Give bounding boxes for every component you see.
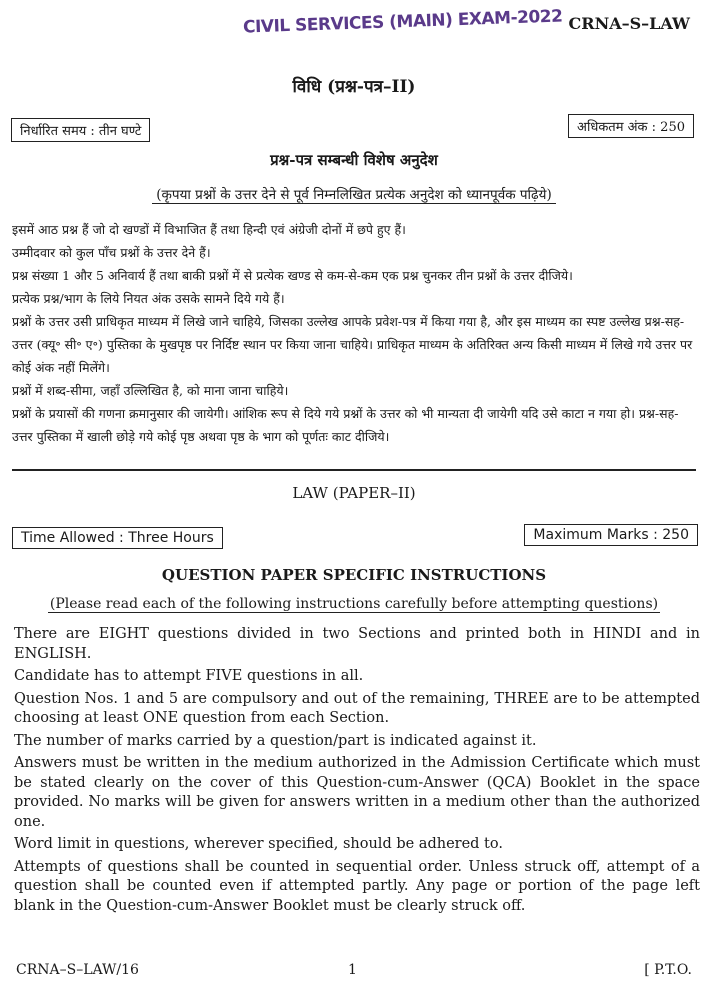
english-instruction-4: The number of marks carried by a question/part is indicated against it.: [14, 732, 537, 749]
english-subheading: [0, 596, 708, 612]
english-heading: QUESTION PAPER SPECIFIC INSTRUCTIONS: [161, 566, 547, 584]
hindi-heading: प्रश्न-पत्र सम्बन्धी विशेष अनुदेश: [270, 151, 438, 169]
hindi-marks-box: [568, 114, 694, 138]
footer-page-number: 1: [348, 962, 357, 978]
hindi-instruction-1: इसमें आठ प्रश्न हैं जो दो खण्डों में विभाजित हैं तथा हिन्दी एवं अंग्रेजी दोनों में छपे हुए हैं।: [12, 222, 406, 237]
hindi-instruction-3: प्रश्न संख्या 1 और 5 अनिवार्य हैं तथा बाकी प्रश्नों में से प्रत्येक खण्ड से कम-से-कम एक प्रश्न चुनकर तीन प्रश्नों के उत्तर दीजिये।: [12, 268, 573, 283]
english-marks-box: [524, 524, 698, 546]
english-time-box: [12, 527, 223, 549]
hindi-time-label: निर्धारित समय : तीन घण्टे: [20, 124, 142, 139]
english-instructions: [14, 625, 700, 916]
footer-code: CRNA–S–LAW/16: [16, 962, 139, 978]
hindi-instruction-2: उम्मीदवार को कुल पाँच प्रश्नों के उत्तर देने हैं।: [12, 245, 211, 260]
english-instruction-7: Attempts of questions shall be counted in sequential order. Unless struck off, attempt of a question shall be counted even if attempted partly. Any page or portion of the page left blank in the Question-cum-Answer Booklet must be clearly struck off.: [14, 858, 700, 914]
hindi-instruction-6: प्रश्नों में शब्द-सीमा, जहाँ उल्लिखित है, को माना जाना चाहिये।: [12, 383, 289, 398]
english-time-label: Time Allowed : Three Hours: [21, 530, 214, 546]
hindi-title: विधि (प्रश्न-पत्र–II): [292, 77, 416, 97]
english-instruction-2: Candidate has to attempt FIVE questions in all.: [14, 668, 364, 684]
english-instruction-3: Question Nos. 1 and 5 are compulsory and out of the remaining, THREE are to be attempted choosing at least ONE question from each Section.: [14, 690, 700, 726]
hindi-instructions: [12, 218, 694, 448]
paper-code: CRNA–S–LAW: [568, 14, 690, 33]
hindi-time-box: [11, 118, 150, 142]
english-instruction-1: There are EIGHT questions divided in two Sections and printed both in HINDI and in ENGLISH.: [14, 626, 700, 662]
english-instruction-6: Word limit in questions, wherever specified, should be adhered to.: [14, 836, 503, 852]
section-divider: [12, 469, 696, 471]
english-subheading-text: (Please read each of the following instructions carefully before attempting questions): [49, 596, 659, 612]
english-instruction-5: Answers must be written in the medium authorized in the Admission Certificate which must be stated clearly on the cover of this Question-cum-Answer (QCA) Booklet in the space provided. No marks will be given for answers written in a medium other than the authorized one.: [14, 755, 700, 830]
hindi-instruction-7: प्रश्नों के प्रयासों की गणना क्रमानुसार की जायेगी। आंशिक रूप से दिये गये प्रश्नों के उत्तर को भी मान्यता दी जायेगी यदि उसे काटा न गया हो। प्रश्न-सह-उत्तर पुस्तिका में खाली छोड़े गये कोई पृष्ठ अथवा पृष्ठ के भाग को पूर्णतः काट दीजिये।: [12, 406, 679, 444]
exam-stamp: CIVIL SERVICES (MAIN) EXAM-2022: [242, 6, 563, 38]
hindi-subheading: [0, 185, 708, 203]
english-marks-label: Maximum Marks : 250: [533, 527, 689, 543]
hindi-instruction-5: प्रश्नों के उत्तर उसी प्राधिकृत माध्यम में लिखे जाने चाहिये, जिसका उल्लेख आपके प्रवेश-पत्र में किया गया है, और इस माध्यम का स्पष्ट उल्लेख प्रश्न-सह-उत्तर (क्यू॰ सी॰ ए॰) पुस्तिका के मुखपृष्ठ पर निर्दिष्ट स्थान पर किया जाना चाहिये। प्राधिकृत माध्यम के अतिरिक्त अन्य किसी माध्यम में लिखे गये उत्तर पर कोई अंक नहीं मिलेंगे।: [12, 314, 693, 375]
hindi-instruction-4: प्रत्येक प्रश्न/भाग के लिये नियत अंक उसके सामने दिये गये हैं।: [12, 291, 285, 306]
hindi-subheading-text: (कृपया प्रश्नों के उत्तर देने से पूर्व निम्नलिखित प्रत्येक अनुदेश को ध्यानपूर्वक पढ़िये): [152, 187, 555, 204]
footer-pto: [ P.T.O.: [644, 962, 692, 978]
english-title: LAW (PAPER–II): [292, 484, 416, 502]
hindi-marks-label: अधिकतम अंक : 250: [577, 120, 685, 135]
